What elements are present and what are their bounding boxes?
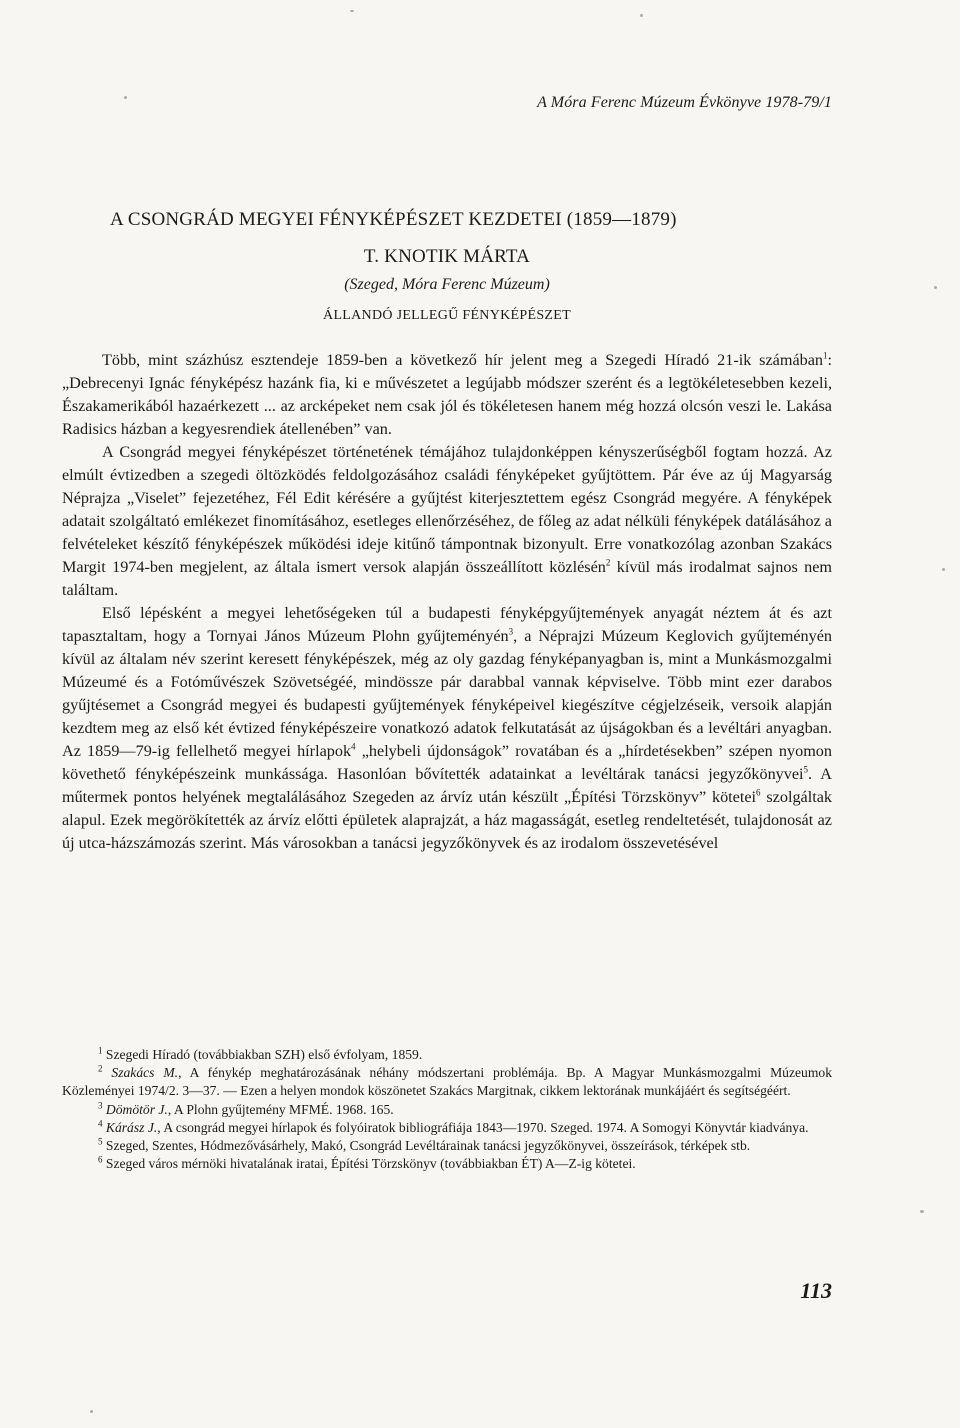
text-run: , A fénykép meghatározásának néhány módszertani problémája. Bp. A Magyar Munkásmozgalmi Múzeumok Közleményei 1974/2. 3—37. — Ezen a helyen mondok köszönetet Szakács Margitnak, cikkem lektorának munkájáért és segítségéért.: [62, 1065, 832, 1099]
footnote-marker: 2: [98, 1063, 103, 1074]
section-heading: ÁLLANDÓ JELLEGŰ FÉNYKÉPÉSZET: [323, 308, 571, 323]
footnote-marker: 3: [508, 626, 514, 637]
author-affiliation: (Szeged, Móra Ferenc Múzeum): [344, 276, 550, 293]
text-run: : „Debrecenyi Ignác fényképész hazánk fia, ki e művészetet a legújabb módszer szerént és a legtökéletesebben kezeli, Északamerikából hazaérkezett ... az arcképeket nem csak jól és tökéletesen hanem még hozzá olcsón veszi le. Lakása Radisics házban a kegyesrendiek átellenében” van.: [62, 351, 832, 438]
scan-speck: [350, 10, 354, 12]
paragraph: [62, 602, 832, 855]
cited-author: Dömötör J.: [105, 1101, 168, 1117]
text-run: Szeged, Szentes, Hódmezővásárhely, Makó, Csongrád Levéltárainak tanácsi jegyzőkönyvei, összeírások, térképek stb.: [102, 1138, 751, 1154]
article-title: A CSONGRÁD MEGYEI FÉNYKÉPÉSZET KEZDETEI (1859—1879): [110, 209, 677, 230]
body-text: [62, 349, 832, 855]
footnote-marker: 4: [351, 741, 356, 752]
cited-author: Szakács M.: [111, 1065, 179, 1081]
footnotes: [62, 1046, 832, 1173]
footnote: [62, 1137, 832, 1155]
footnote-marker: 3: [98, 1100, 103, 1111]
text-run: „helybeli újdonságok” rovatában és a „hírdetésekben” szépen nyomon követhető fényképészeink munkássága. Hasonlóan bővítették adatainkat a levéltárak tanácsi jegyzőkönyvei: [62, 742, 832, 783]
text-run: , A csongrád megyei hírlapok és folyóiratok bibliográfiája 1843—1970. Szeged. 1974. A Somogyi Könyvtár kiadványa.: [157, 1119, 809, 1135]
text-run: Szeged város mérnöki hivatalának iratai, Építési Törzskönyv (továbbiakban ÉT) A—Z-ig kötetei.: [102, 1156, 636, 1172]
text-run: A Csongrád megyei fényképészet történetének témájához tulajdonképpen kényszerűségből fogtam hozzá. Az elmúlt évtizedben a szegedi öltözködés feldolgozásához családi fényképeket gyűjtöttem. Pár éve az új Magyarság Néprajza „Viselet” fejezetéhez, Fél Edit kérésére a gyűjtést kiterjesztettem egész Csongrád megyére. A fényképek adatait szolgáltató emlékezet finomításához, esetleges ellenőrzéséhez, de főleg az adat nélküli fényképek datálásához a felvételeket készítő fényképészek működési ideje kitűnő támpontnak bizonyult. Erre vonatkozólag azonban Szakács Margit 1974-ben megjelent, az általa ismert versok alapján összeállított közlésén: [62, 443, 832, 576]
footnote: [62, 1119, 832, 1137]
footnote-marker: 4: [98, 1118, 103, 1129]
scan-speck: [124, 96, 127, 99]
text-run: szolgáltak alapul. Ezek megörökítették az árvíz előtti épületek alaprajzát, a ház magasságát, esetleg rendeltetését, tulajdonosát az új utca-házszámozás szerint. Más városokban a tanácsi jegyzőkönyvek és az irodalom összevetésével: [62, 788, 832, 852]
footnote-marker: 2: [605, 557, 611, 568]
paragraph: [62, 349, 832, 441]
scan-speck: [920, 1210, 924, 1213]
scan-speck: [640, 14, 643, 17]
text-run: Több, mint százhúsz esztendeje 1859-ben a következő hír jelent meg a Szegedi Híradó 21-ik számában: [102, 351, 823, 369]
running-header: A Móra Ferenc Múzeum Évkönyve 1978-79/1: [537, 94, 832, 111]
footnote-marker: 5: [98, 1136, 103, 1147]
scan-speck: [934, 286, 937, 289]
footnote-marker: 6: [98, 1154, 103, 1165]
document-page: [62, 0, 832, 1428]
footnote-marker: 6: [756, 787, 761, 798]
footnote: [62, 1046, 832, 1064]
text-run: . A műtermek pontos helyének megtalálásához Szegeden az árvíz után készült „Építési Törzskönyv” kötetei: [62, 765, 833, 806]
text-run: , A Plohn gyűjtemény MFMÉ. 1968. 165.: [167, 1101, 394, 1117]
article-author: T. KNOTIK MÁRTA: [363, 246, 531, 267]
footnote-marker: 1: [98, 1045, 103, 1056]
footnote: [62, 1101, 832, 1119]
text-run: kívül más irodalmat sajnos nem találtam.: [62, 558, 832, 599]
page-number: 113: [800, 1278, 832, 1303]
paragraph: [62, 441, 832, 602]
cited-author: Kárász J.: [105, 1119, 158, 1135]
footnote-marker: 5: [803, 764, 809, 775]
scan-speck: [942, 568, 945, 571]
footnote: [62, 1064, 832, 1100]
text-run: Első lépésként a megyei lehetőségeken túl a budapesti fényképgyűjtemények anyagát néztem át és azt tapasztaltam, hogy a Tornyai János Múzeum Plohn gyűjteményén: [62, 604, 832, 645]
text-run: , a Néprajzi Múzeum Keglovich gyűjteményén kívül az általam név szerint keresett fényképészek, még az oly gazdag fényképanyagban is, mint a Munkásmozgalmi Múzeumé és a Fotóművészek Szövetségéé, mindössze pár darabbal vannak képviselve. Több mint ezer darabos gyűjtésemet a Csongrád megyei és budapesti gyűjtemények fényképeivel kiegészítve cégjelzéseik, versoik alapján kezdtem meg az első két évtized fényképészeire vonatkozó adatok felkutatását az újságokban és a levéltári anyagban. Az 1859—79-ig fellelhető megyei hírlapok: [62, 627, 832, 760]
footnote: [62, 1155, 832, 1173]
footnote-marker: 1: [823, 350, 828, 361]
text-run: Szegedi Híradó (továbbiakban SZH) első évfolyam, 1859.: [102, 1047, 423, 1062]
scan-speck: [90, 1410, 93, 1413]
